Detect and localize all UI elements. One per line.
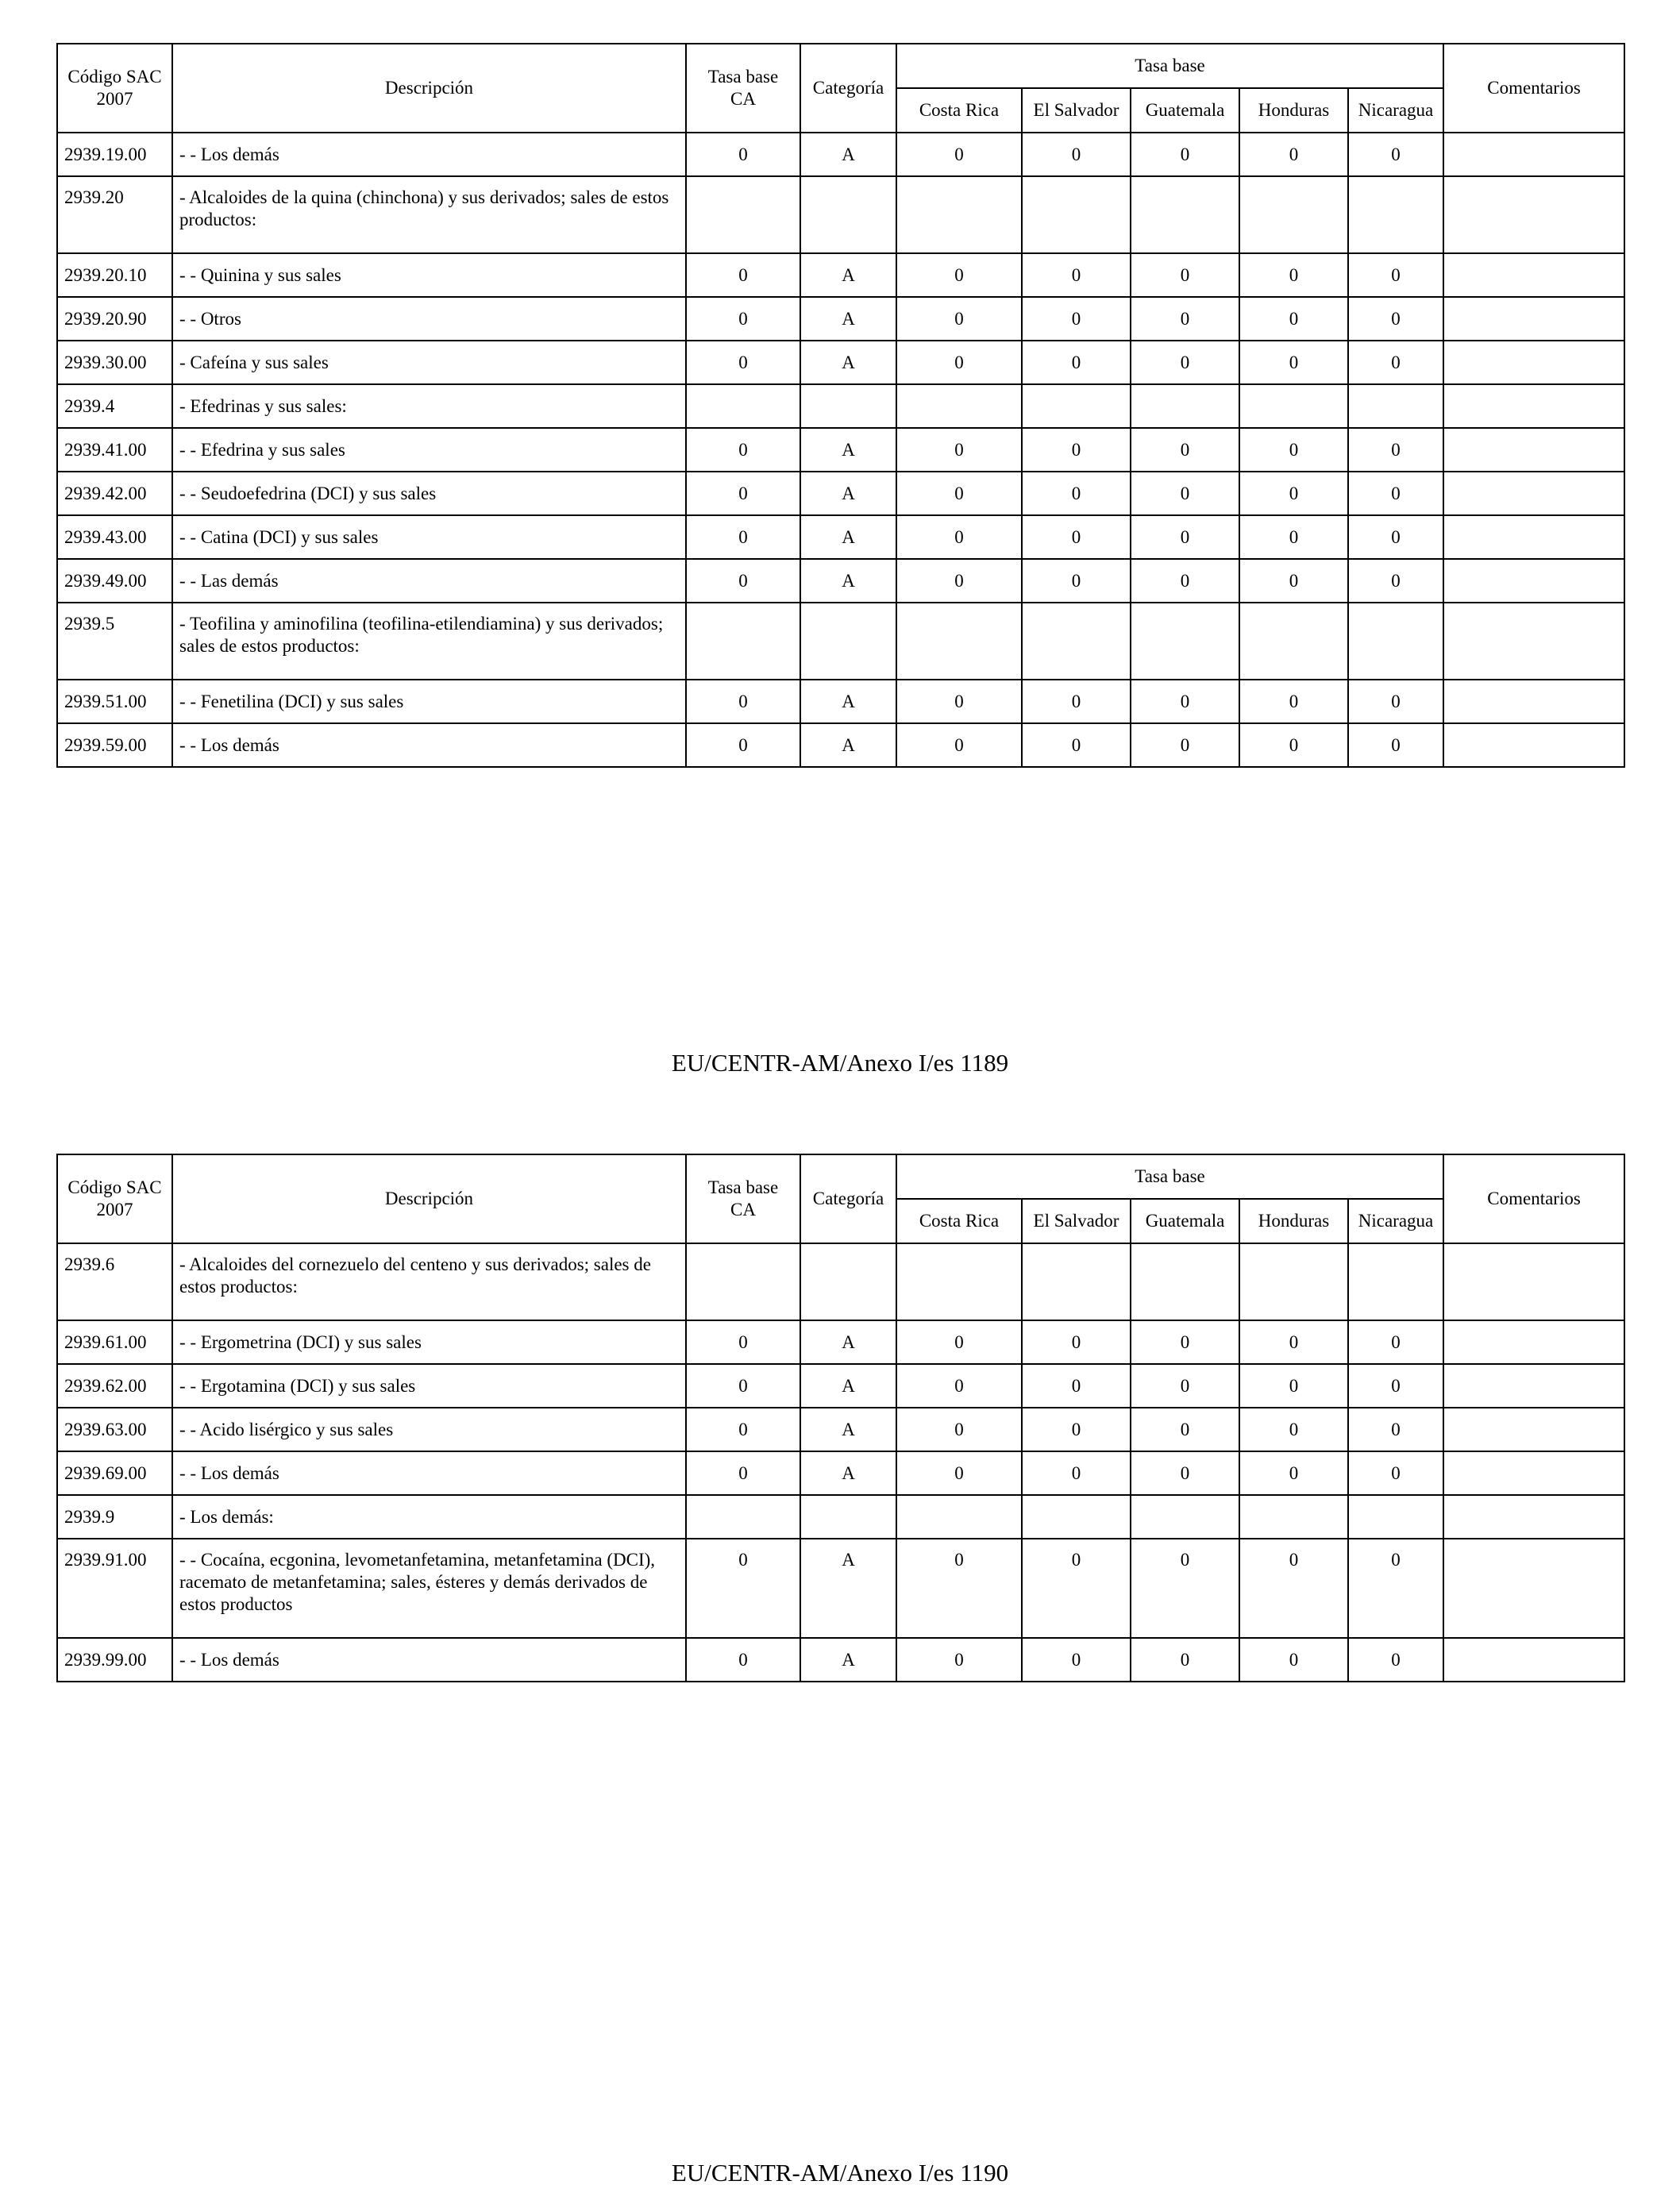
row-costa-rica: 0 <box>896 1539 1022 1638</box>
row-costa-rica: 0 <box>896 1451 1022 1495</box>
row-guatemala: 0 <box>1131 559 1239 603</box>
row-guatemala: 0 <box>1131 515 1239 559</box>
row-costa-rica <box>896 384 1022 428</box>
table-row <box>57 428 1624 472</box>
row-description: - - Los demás <box>172 723 686 767</box>
row-base-rate-ca: 0 <box>686 472 800 515</box>
table-row <box>57 1364 1624 1408</box>
row-costa-rica: 0 <box>896 1364 1022 1408</box>
row-el-salvador: 0 <box>1022 472 1131 515</box>
row-description: - Los demás: <box>172 1495 686 1539</box>
table-row <box>57 1451 1624 1495</box>
row-category: A <box>800 559 896 603</box>
row-base-rate-ca: 0 <box>686 428 800 472</box>
row-el-salvador: 0 <box>1022 253 1131 297</box>
row-guatemala <box>1131 384 1239 428</box>
row-category <box>800 384 896 428</box>
row-description: - - Los demás <box>172 1451 686 1495</box>
row-base-rate-ca: 0 <box>686 1320 800 1364</box>
row-honduras: 0 <box>1239 559 1348 603</box>
row-description: - - Los demás <box>172 1638 686 1682</box>
header-base-rate-ca: Tasa base CA <box>686 1154 800 1243</box>
row-category <box>800 176 896 253</box>
row-honduras: 0 <box>1239 723 1348 767</box>
row-el-salvador: 0 <box>1022 1539 1131 1638</box>
row-el-salvador: 0 <box>1022 1638 1131 1682</box>
row-costa-rica: 0 <box>896 1408 1022 1451</box>
row-guatemala: 0 <box>1131 428 1239 472</box>
row-category: A <box>800 680 896 723</box>
row-guatemala: 0 <box>1131 133 1239 176</box>
row-costa-rica <box>896 603 1022 680</box>
row-costa-rica: 0 <box>896 297 1022 341</box>
row-guatemala: 0 <box>1131 1451 1239 1495</box>
row-description: - - Efedrina y sus sales <box>172 428 686 472</box>
row-code: 2939.19.00 <box>57 133 172 176</box>
row-description: - - Catina (DCI) y sus sales <box>172 515 686 559</box>
row-base-rate-ca <box>686 603 800 680</box>
row-guatemala <box>1131 1495 1239 1539</box>
row-code: 2939.51.00 <box>57 680 172 723</box>
row-nicaragua: 0 <box>1348 297 1443 341</box>
row-description: - - Seudoefedrina (DCI) y sus sales <box>172 472 686 515</box>
row-category: A <box>800 1408 896 1451</box>
row-guatemala <box>1131 603 1239 680</box>
row-guatemala: 0 <box>1131 723 1239 767</box>
row-comments <box>1443 384 1624 428</box>
row-nicaragua: 0 <box>1348 133 1443 176</box>
row-code: 2939.20.10 <box>57 253 172 297</box>
row-nicaragua <box>1348 176 1443 253</box>
row-description: - - Acido lisérgico y sus sales <box>172 1408 686 1451</box>
row-description: - - Cocaína, ecgonina, levometanfetamina, metanfetamina (DCI), racemato de metanfetamina; sales, ésteres y demás derivados de estos productos <box>172 1539 686 1638</box>
table-row <box>57 603 1624 680</box>
row-description: - - Quinina y sus sales <box>172 253 686 297</box>
row-comments <box>1443 723 1624 767</box>
row-el-salvador: 0 <box>1022 1451 1131 1495</box>
page-footer-1189: EU/CENTR-AM/Anexo I/es 1189 <box>671 1049 1009 1077</box>
row-nicaragua: 0 <box>1348 1320 1443 1364</box>
row-comments <box>1443 559 1624 603</box>
row-nicaragua: 0 <box>1348 341 1443 384</box>
table-row <box>57 1495 1624 1539</box>
row-code: 2939.63.00 <box>57 1408 172 1451</box>
header-guatemala: Guatemala <box>1131 1199 1239 1243</box>
row-base-rate-ca: 0 <box>686 1539 800 1638</box>
row-code: 2939.30.00 <box>57 341 172 384</box>
row-base-rate-ca: 0 <box>686 297 800 341</box>
row-comments <box>1443 1451 1624 1495</box>
row-honduras <box>1239 176 1348 253</box>
header-category: Categoría <box>800 44 896 133</box>
row-honduras: 0 <box>1239 1364 1348 1408</box>
row-code: 2939.69.00 <box>57 1451 172 1495</box>
row-costa-rica: 0 <box>896 253 1022 297</box>
row-el-salvador <box>1022 1495 1131 1539</box>
row-category: A <box>800 1638 896 1682</box>
header-costa-rica: Costa Rica <box>896 88 1022 133</box>
row-comments <box>1443 297 1624 341</box>
row-costa-rica: 0 <box>896 472 1022 515</box>
row-el-salvador: 0 <box>1022 1408 1131 1451</box>
header-base-rate-ca: Tasa base CA <box>686 44 800 133</box>
row-code: 2939.5 <box>57 603 172 680</box>
row-costa-rica: 0 <box>896 1638 1022 1682</box>
row-honduras <box>1239 603 1348 680</box>
row-comments <box>1443 603 1624 680</box>
row-code: 2939.41.00 <box>57 428 172 472</box>
row-comments <box>1443 176 1624 253</box>
row-code: 2939.49.00 <box>57 559 172 603</box>
header-description: Descripción <box>172 1154 686 1243</box>
row-nicaragua <box>1348 1495 1443 1539</box>
row-nicaragua: 0 <box>1348 515 1443 559</box>
row-category: A <box>800 133 896 176</box>
row-el-salvador: 0 <box>1022 723 1131 767</box>
row-guatemala: 0 <box>1131 341 1239 384</box>
table-row <box>57 341 1624 384</box>
header-category: Categoría <box>800 1154 896 1243</box>
row-category: A <box>800 253 896 297</box>
row-comments <box>1443 1495 1624 1539</box>
row-costa-rica <box>896 1243 1022 1320</box>
table-row <box>57 472 1624 515</box>
table-row <box>57 384 1624 428</box>
header-base-rate: Tasa base <box>896 44 1443 88</box>
row-costa-rica: 0 <box>896 428 1022 472</box>
table-row <box>57 1320 1624 1364</box>
row-el-salvador: 0 <box>1022 559 1131 603</box>
row-costa-rica <box>896 1495 1022 1539</box>
row-description: - Alcaloides del cornezuelo del centeno y sus derivados; sales de estos productos: <box>172 1243 686 1320</box>
row-base-rate-ca: 0 <box>686 1451 800 1495</box>
header-base-rate: Tasa base <box>896 1154 1443 1199</box>
row-costa-rica: 0 <box>896 723 1022 767</box>
row-honduras: 0 <box>1239 1451 1348 1495</box>
row-comments <box>1443 341 1624 384</box>
row-costa-rica: 0 <box>896 515 1022 559</box>
table-row <box>57 559 1624 603</box>
table-row <box>57 176 1624 253</box>
row-base-rate-ca <box>686 1243 800 1320</box>
row-costa-rica: 0 <box>896 680 1022 723</box>
row-el-salvador <box>1022 1243 1131 1320</box>
row-honduras <box>1239 1243 1348 1320</box>
row-guatemala: 0 <box>1131 1408 1239 1451</box>
row-comments <box>1443 1638 1624 1682</box>
row-code: 2939.59.00 <box>57 723 172 767</box>
row-el-salvador: 0 <box>1022 297 1131 341</box>
row-comments <box>1443 680 1624 723</box>
row-base-rate-ca: 0 <box>686 1408 800 1451</box>
row-nicaragua <box>1348 603 1443 680</box>
row-base-rate-ca: 0 <box>686 559 800 603</box>
row-guatemala: 0 <box>1131 1320 1239 1364</box>
row-guatemala: 0 <box>1131 253 1239 297</box>
row-el-salvador <box>1022 603 1131 680</box>
row-base-rate-ca: 0 <box>686 723 800 767</box>
table-row <box>57 1638 1624 1682</box>
row-category: A <box>800 297 896 341</box>
row-description: - - Ergometrina (DCI) y sus sales <box>172 1320 686 1364</box>
row-comments <box>1443 428 1624 472</box>
row-category: A <box>800 515 896 559</box>
row-category: A <box>800 1320 896 1364</box>
row-comments <box>1443 1364 1624 1408</box>
header-nicaragua: Nicaragua <box>1348 1199 1443 1243</box>
row-nicaragua <box>1348 384 1443 428</box>
row-description: - - Las demás <box>172 559 686 603</box>
row-nicaragua: 0 <box>1348 680 1443 723</box>
row-code: 2939.62.00 <box>57 1364 172 1408</box>
row-honduras: 0 <box>1239 1539 1348 1638</box>
row-category <box>800 1243 896 1320</box>
row-honduras: 0 <box>1239 1320 1348 1364</box>
header-honduras: Honduras <box>1239 1199 1348 1243</box>
header-comments: Comentarios <box>1443 44 1624 133</box>
row-nicaragua: 0 <box>1348 428 1443 472</box>
row-category: A <box>800 1364 896 1408</box>
table-row <box>57 297 1624 341</box>
row-category <box>800 603 896 680</box>
row-honduras: 0 <box>1239 1408 1348 1451</box>
row-code: 2939.43.00 <box>57 515 172 559</box>
row-category: A <box>800 723 896 767</box>
row-category <box>800 1495 896 1539</box>
row-el-salvador <box>1022 176 1131 253</box>
row-nicaragua: 0 <box>1348 723 1443 767</box>
row-costa-rica: 0 <box>896 133 1022 176</box>
row-comments <box>1443 1539 1624 1638</box>
row-el-salvador: 0 <box>1022 133 1131 176</box>
row-el-salvador: 0 <box>1022 428 1131 472</box>
row-code: 2939.20 <box>57 176 172 253</box>
row-base-rate-ca <box>686 176 800 253</box>
row-nicaragua <box>1348 1243 1443 1320</box>
row-base-rate-ca: 0 <box>686 253 800 297</box>
row-el-salvador: 0 <box>1022 1364 1131 1408</box>
row-honduras <box>1239 1495 1348 1539</box>
header-guatemala: Guatemala <box>1131 88 1239 133</box>
header-el-salvador: El Salvador <box>1022 1199 1131 1243</box>
row-category: A <box>800 1539 896 1638</box>
row-comments <box>1443 1243 1624 1320</box>
row-honduras: 0 <box>1239 1638 1348 1682</box>
row-base-rate-ca: 0 <box>686 1638 800 1682</box>
row-el-salvador <box>1022 384 1131 428</box>
row-base-rate-ca: 0 <box>686 1364 800 1408</box>
row-nicaragua: 0 <box>1348 1364 1443 1408</box>
row-guatemala: 0 <box>1131 472 1239 515</box>
row-el-salvador: 0 <box>1022 680 1131 723</box>
row-costa-rica: 0 <box>896 341 1022 384</box>
table-row <box>57 723 1624 767</box>
row-guatemala: 0 <box>1131 1364 1239 1408</box>
row-honduras <box>1239 384 1348 428</box>
row-description: - - Otros <box>172 297 686 341</box>
row-nicaragua: 0 <box>1348 1408 1443 1451</box>
table-row <box>57 1243 1624 1320</box>
tariff-table-page-2 <box>56 1154 1625 1682</box>
row-guatemala: 0 <box>1131 1638 1239 1682</box>
row-comments <box>1443 472 1624 515</box>
row-costa-rica <box>896 176 1022 253</box>
row-base-rate-ca: 0 <box>686 515 800 559</box>
row-base-rate-ca: 0 <box>686 680 800 723</box>
row-base-rate-ca <box>686 384 800 428</box>
table-row <box>57 515 1624 559</box>
row-category: A <box>800 341 896 384</box>
row-description: - - Ergotamina (DCI) y sus sales <box>172 1364 686 1408</box>
row-comments <box>1443 1408 1624 1451</box>
row-nicaragua: 0 <box>1348 1539 1443 1638</box>
row-description: - Efedrinas y sus sales: <box>172 384 686 428</box>
row-code: 2939.99.00 <box>57 1638 172 1682</box>
row-base-rate-ca: 0 <box>686 133 800 176</box>
row-el-salvador: 0 <box>1022 515 1131 559</box>
row-honduras: 0 <box>1239 133 1348 176</box>
row-guatemala <box>1131 1243 1239 1320</box>
row-code: 2939.20.90 <box>57 297 172 341</box>
row-nicaragua: 0 <box>1348 559 1443 603</box>
row-honduras: 0 <box>1239 680 1348 723</box>
table-row <box>57 680 1624 723</box>
row-guatemala: 0 <box>1131 680 1239 723</box>
header-description: Descripción <box>172 44 686 133</box>
header-costa-rica: Costa Rica <box>896 1199 1022 1243</box>
header-code: Código SAC 2007 <box>57 1154 172 1243</box>
header-comments: Comentarios <box>1443 1154 1624 1243</box>
row-nicaragua: 0 <box>1348 1638 1443 1682</box>
header-honduras: Honduras <box>1239 88 1348 133</box>
row-honduras: 0 <box>1239 472 1348 515</box>
header-el-salvador: El Salvador <box>1022 88 1131 133</box>
row-comments <box>1443 1320 1624 1364</box>
row-description: - - Los demás <box>172 133 686 176</box>
table-row <box>57 1539 1624 1638</box>
row-code: 2939.9 <box>57 1495 172 1539</box>
row-honduras: 0 <box>1239 428 1348 472</box>
table-row <box>57 1408 1624 1451</box>
row-base-rate-ca <box>686 1495 800 1539</box>
row-code: 2939.61.00 <box>57 1320 172 1364</box>
row-comments <box>1443 253 1624 297</box>
row-costa-rica: 0 <box>896 1320 1022 1364</box>
tariff-table-page-1 <box>56 43 1625 768</box>
row-nicaragua: 0 <box>1348 472 1443 515</box>
row-category: A <box>800 472 896 515</box>
row-honduras: 0 <box>1239 515 1348 559</box>
row-honduras: 0 <box>1239 341 1348 384</box>
row-code: 2939.4 <box>57 384 172 428</box>
row-description: - Teofilina y aminofilina (teofilina-etilendiamina) y sus derivados; sales de estos productos: <box>172 603 686 680</box>
table-row <box>57 133 1624 176</box>
row-code: 2939.42.00 <box>57 472 172 515</box>
header-nicaragua: Nicaragua <box>1348 88 1443 133</box>
row-description: - Alcaloides de la quina (chinchona) y sus derivados; sales de estos productos: <box>172 176 686 253</box>
row-guatemala: 0 <box>1131 297 1239 341</box>
row-honduras: 0 <box>1239 297 1348 341</box>
row-base-rate-ca: 0 <box>686 341 800 384</box>
row-costa-rica: 0 <box>896 559 1022 603</box>
row-comments <box>1443 133 1624 176</box>
row-el-salvador: 0 <box>1022 1320 1131 1364</box>
row-code: 2939.91.00 <box>57 1539 172 1638</box>
row-description: - - Fenetilina (DCI) y sus sales <box>172 680 686 723</box>
row-guatemala <box>1131 176 1239 253</box>
page-footer-1190: EU/CENTR-AM/Anexo I/es 1190 <box>671 2159 1009 2187</box>
row-guatemala: 0 <box>1131 1539 1239 1638</box>
row-code: 2939.6 <box>57 1243 172 1320</box>
table-row <box>57 253 1624 297</box>
row-description: - Cafeína y sus sales <box>172 341 686 384</box>
row-nicaragua: 0 <box>1348 1451 1443 1495</box>
row-category: A <box>800 1451 896 1495</box>
row-comments <box>1443 515 1624 559</box>
row-el-salvador: 0 <box>1022 341 1131 384</box>
row-honduras: 0 <box>1239 253 1348 297</box>
header-code: Código SAC 2007 <box>57 44 172 133</box>
row-category: A <box>800 428 896 472</box>
row-nicaragua: 0 <box>1348 253 1443 297</box>
